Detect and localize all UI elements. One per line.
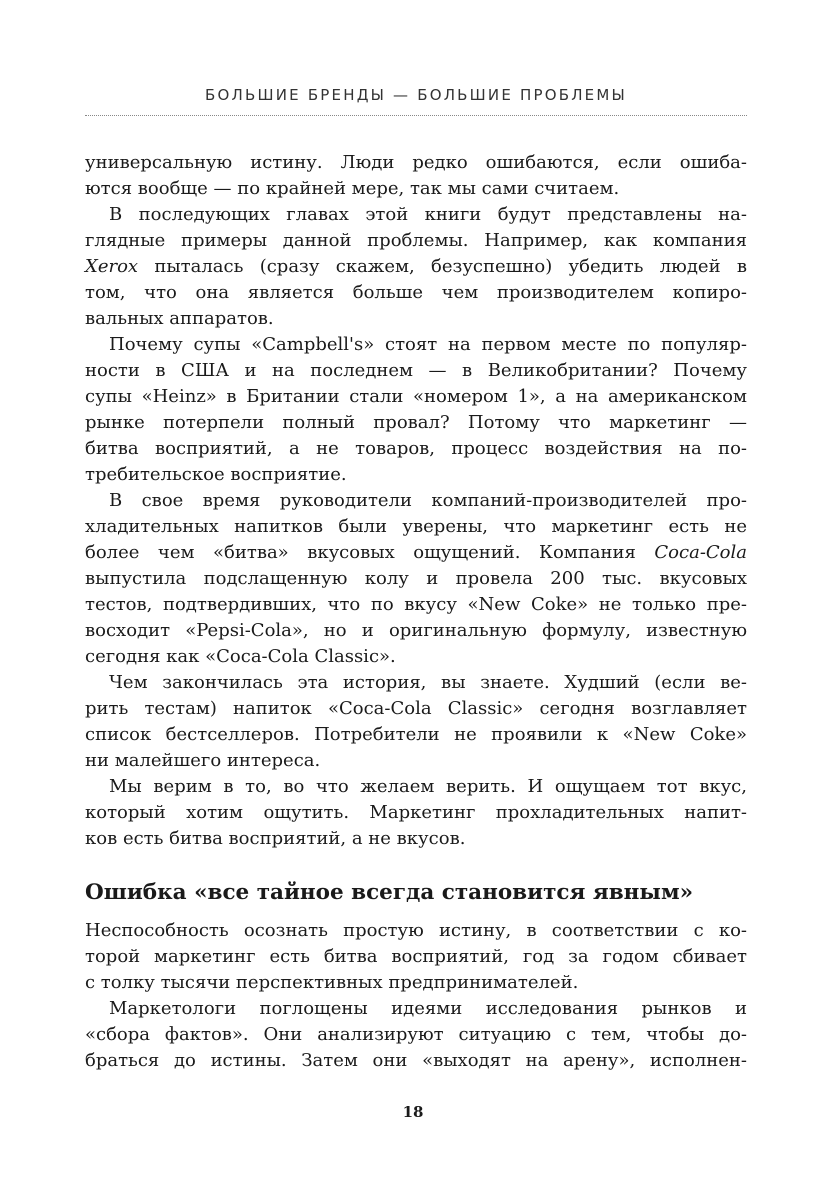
text-line <box>85 774 747 800</box>
text-run: хладительных напитков были уверены, что маркетинг есть не <box>85 516 747 537</box>
text-line <box>85 410 747 436</box>
text-run: ни малейшего интереса. <box>85 750 321 771</box>
text-line <box>85 996 747 1022</box>
text-run: список бестселлеров. Потребители не проявили к «New Coke» <box>85 724 747 745</box>
text-run: браться до истины. Затем они «выходят на арену», исполнен- <box>85 1050 747 1071</box>
text-line <box>85 644 747 670</box>
text-line <box>85 436 747 462</box>
text-line <box>85 514 747 540</box>
section-heading: Ошибка «все тайное всегда становится явным» <box>85 880 694 905</box>
text-run: «сбора фактов». Они анализируют ситуацию с тем, чтобы до- <box>85 1024 747 1045</box>
text-run: том, что она является больше чем производителем копиро- <box>85 282 747 303</box>
text-line <box>85 618 747 644</box>
text-run: супы «Heinz» в Британии стали «номером 1», а на американском <box>85 386 747 407</box>
text-line <box>85 384 747 410</box>
text-line <box>85 722 747 748</box>
text-line <box>85 944 747 970</box>
text-line <box>85 540 747 566</box>
text-run: тестов, подтвердивших, что по вкусу «New Coke» не только пре- <box>85 594 747 615</box>
text-run: В свое время руководители компаний-производителей про- <box>109 490 747 511</box>
text-line <box>85 748 747 774</box>
body-text-section-2 <box>85 918 747 1074</box>
text-line <box>85 918 747 944</box>
text-line <box>85 228 747 254</box>
text-run: рынке потерпели полный провал? Потому что маркетинг — <box>85 412 747 433</box>
text-run: пыталась (сразу скажем, безуспешно) убедить людей в <box>138 256 747 277</box>
italic-text: Coca-Cola <box>654 542 747 563</box>
text-line <box>85 202 747 228</box>
text-run: Почему супы «Campbell's» стоят на первом месте по популяр- <box>109 334 747 355</box>
text-run: ются вообще — по крайней мере, так мы сами считаем. <box>85 178 620 199</box>
text-line <box>85 800 747 826</box>
text-line <box>85 332 747 358</box>
text-run: сегодня как «Coca-Cola Classic». <box>85 646 396 667</box>
text-line <box>85 1022 747 1048</box>
text-run: выпустила подслащенную колу и провела 200 тыс. вкусовых <box>85 568 747 589</box>
text-run: вальных аппаратов. <box>85 308 274 329</box>
text-run: требительское восприятие. <box>85 464 347 485</box>
italic-text: Xerox <box>85 256 139 277</box>
text-line <box>85 280 747 306</box>
text-line <box>85 462 747 488</box>
text-run: с толку тысячи перспективных предпринимателей. <box>85 972 579 993</box>
text-run: Чем закончилась эта история, вы знаете. Худший (если ве- <box>109 672 747 693</box>
body-text-section-1 <box>85 150 747 852</box>
text-line <box>85 970 747 996</box>
text-line <box>85 254 747 280</box>
text-run: В последующих главах этой книги будут представлены на- <box>109 204 747 225</box>
text-line <box>85 176 747 202</box>
page-number: 18 <box>402 1103 424 1121</box>
text-line <box>85 696 747 722</box>
text-run: универсальную истину. Люди редко ошибаются, если ошиба- <box>85 152 747 173</box>
text-line <box>85 488 747 514</box>
text-line <box>85 150 747 176</box>
text-line <box>85 670 747 696</box>
text-run: глядные примеры данной проблемы. Например, как компания <box>85 230 747 251</box>
text-run: ков есть битва восприятий, а не вкусов. <box>85 828 466 849</box>
text-run: торой маркетинг есть битва восприятий, год за годом сбивает <box>85 946 747 967</box>
text-run: восходит «Pepsi-Cola», но и оригинальную формулу, известную <box>85 620 747 641</box>
text-line <box>85 1048 747 1074</box>
text-line <box>85 306 747 332</box>
text-run: Маркетологи поглощены идеями исследования рынков и <box>109 998 747 1019</box>
text-run: который хотим ощутить. Маркетинг прохладительных напит- <box>85 802 747 823</box>
text-run: более чем «битва» вкусовых ощущений. Компания <box>85 542 655 563</box>
text-run: битва восприятий, а не товаров, процесс воздействия на по- <box>85 438 747 459</box>
header-divider <box>85 115 747 116</box>
text-line <box>85 358 747 384</box>
text-run: ности в США и на последнем — в Великобритании? Почему <box>85 360 747 381</box>
text-line <box>85 826 747 852</box>
text-run: рить тестам) напиток «Coca-Cola Classic» сегодня возглавляет <box>85 698 747 719</box>
text-line <box>85 566 747 592</box>
text-line <box>85 592 747 618</box>
text-run: Неспособность осознать простую истину, в соответствии с ко- <box>85 920 747 941</box>
running-head: БОЛЬШИЕ БРЕНДЫ — БОЛЬШИЕ ПРОБЛЕМЫ <box>205 86 627 104</box>
text-run: Мы верим в то, во что желаем верить. И ощущаем тот вкус, <box>109 776 747 797</box>
